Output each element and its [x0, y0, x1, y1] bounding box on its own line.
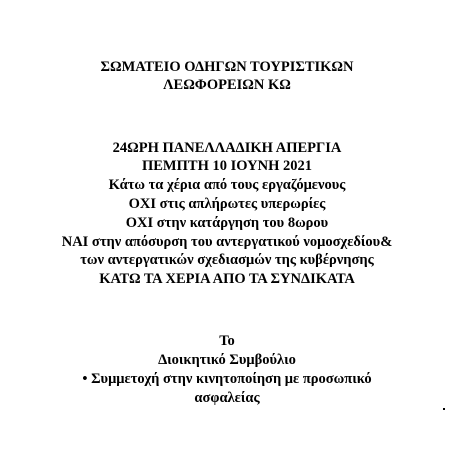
demand-hands-off-workers: Κάτω τα χέρια από τους εργαζόμενους	[108, 177, 346, 193]
union-name-line-2: ΛΕΩΦΟΡΕΙΩΝ ΚΩ	[163, 77, 291, 93]
signature-article: Το	[219, 333, 235, 349]
note-line-1: • Συμμετοχή στην κινητοποίηση με προσωπικό	[82, 371, 372, 387]
demand-withdraw-bill-line-1: ΝΑΙ στην απόσυρση του αντεργατικού νομοσχεδίου&	[61, 234, 393, 250]
demand-no-8hour-abolition: ΟΧΙ στην κατάργηση του 8ωρου	[125, 215, 329, 231]
demand-hands-off-unions: ΚΑΤΩ ΤΑ ΧΕΡΙΑ ΑΠΟ ΤΑ ΣΥΝΔΙΚΑΤΑ	[99, 271, 355, 287]
note-line-2: ασφαλείας	[194, 390, 260, 406]
demand-withdraw-bill-line-2: των αντεργατικών σχεδιασμών της κυβέρνησης	[80, 252, 374, 268]
strike-title: 24ΩΡΗ ΠΑΝΕΛΛΑΔΙΚΗ ΑΠΕΡΓΙΑ	[112, 140, 342, 156]
strike-date: ΠΕΜΠΤΗ 10 ΙΟΥΝΗ 2021	[141, 158, 312, 174]
demand-no-unpaid-overtime: ΟΧΙ στις απλήρωτες υπερωρίες	[128, 196, 326, 212]
stray-dot-mark	[443, 408, 445, 410]
union-name-line-1: ΣΩΜΑΤΕΙΟ ΟΔΗΓΩΝ ΤΟΥΡΙΣΤΙΚΩΝ	[100, 59, 354, 75]
signature-board: Διοικητικό Συμβούλιο	[158, 352, 296, 368]
